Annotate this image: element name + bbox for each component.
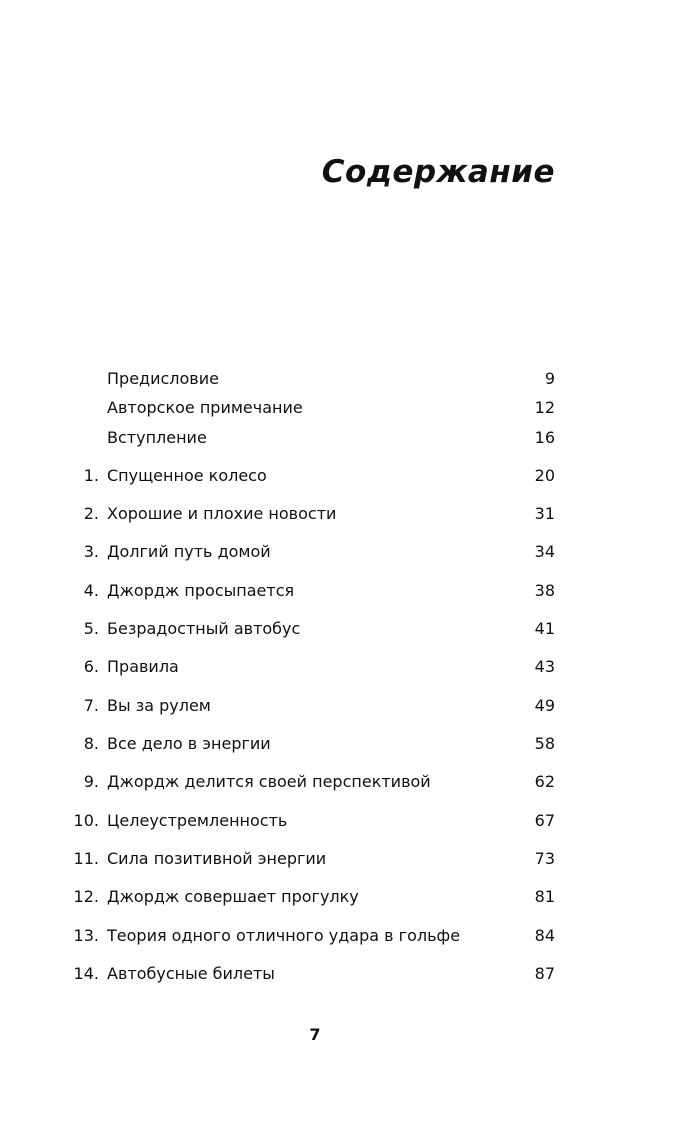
toc-entry [0,770,686,794]
toc-entry [0,579,686,603]
toc-entry-title: Безрадостный автобус [107,619,301,638]
toc-entry-title: Авторское примечание [107,398,303,417]
toc-entry-page: 62 [534,772,555,791]
toc-entry-number: 2. [83,504,99,523]
toc-entry-title: Предисловие [107,369,219,388]
toc-entry [0,367,686,391]
toc-entry [0,502,686,526]
toc-entry-page: 49 [534,696,555,715]
toc-entry-page: 43 [534,657,555,676]
toc-entry-page: 87 [534,964,555,983]
toc-entry-title: Вы за рулем [107,696,211,715]
toc-entry-number: 8. [83,734,99,753]
toc-entry [0,426,686,450]
toc-entry-page: 81 [534,887,555,906]
toc-entry-title: Все дело в энергии [107,734,271,753]
toc-entry [0,617,686,641]
toc-entry-page: 41 [534,619,555,638]
toc-entry-title: Вступление [107,428,207,447]
toc-entry-number: 12. [73,887,99,906]
toc-entry-page: 9 [544,369,555,388]
toc-entry-number: 11. [73,849,99,868]
toc-entry-number: 4. [83,581,99,600]
toc-entry-page: 16 [534,428,555,447]
toc-entry-title: Сила позитивной энергии [107,849,327,868]
page-title: Содержание [321,154,555,190]
toc-entry-title: Долгий путь домой [107,542,271,561]
toc-entry-number: 3. [83,542,99,561]
toc-entry-title: Хорошие и плохие новости [107,504,337,523]
toc-entry [0,924,686,948]
toc-entry-page: 67 [534,811,555,830]
toc-entry-number: 14. [73,964,99,983]
toc-entry-number: 7. [83,696,99,715]
toc-entry [0,732,686,756]
toc-entry [0,694,686,718]
toc-entry-title: Джордж делится своей перспективой [107,772,431,791]
toc-entry [0,885,686,909]
toc-entry-title: Спущенное колесо [107,466,267,485]
toc-entry-number: 5. [83,619,99,638]
toc-entry-number: 1. [83,466,99,485]
toc-entry-page: 34 [534,542,555,561]
toc-entry-title: Правила [107,657,179,676]
toc-entry-page: 20 [534,466,555,485]
toc-entry-number: 10. [73,811,99,830]
toc-entry-title: Целеустремленность [107,811,288,830]
toc-entry-page: 73 [534,849,555,868]
toc-entry-page: 12 [534,398,555,417]
toc-entry-page: 84 [534,926,555,945]
toc-entry [0,464,686,488]
toc-entry [0,655,686,679]
toc-entry [0,540,686,564]
toc-entry-page: 38 [534,581,555,600]
toc-entry [0,809,686,833]
toc-entry-number: 13. [73,926,99,945]
page-number: 7 [309,1025,321,1044]
toc-entry-title: Автобусные билеты [107,964,275,983]
toc-entry-title: Джордж совершает прогулку [107,887,359,906]
toc-entry-page: 31 [534,504,555,523]
toc-entry [0,396,686,420]
toc-entry [0,962,686,986]
toc-entry-number: 6. [83,657,99,676]
toc-entry-title: Джордж просыпается [107,581,295,600]
toc-entry-page: 58 [534,734,555,753]
toc-entry [0,847,686,871]
toc-entry-number: 9. [83,772,99,791]
toc-entry-title: Теория одного отличного удара в гольфе [107,926,461,945]
